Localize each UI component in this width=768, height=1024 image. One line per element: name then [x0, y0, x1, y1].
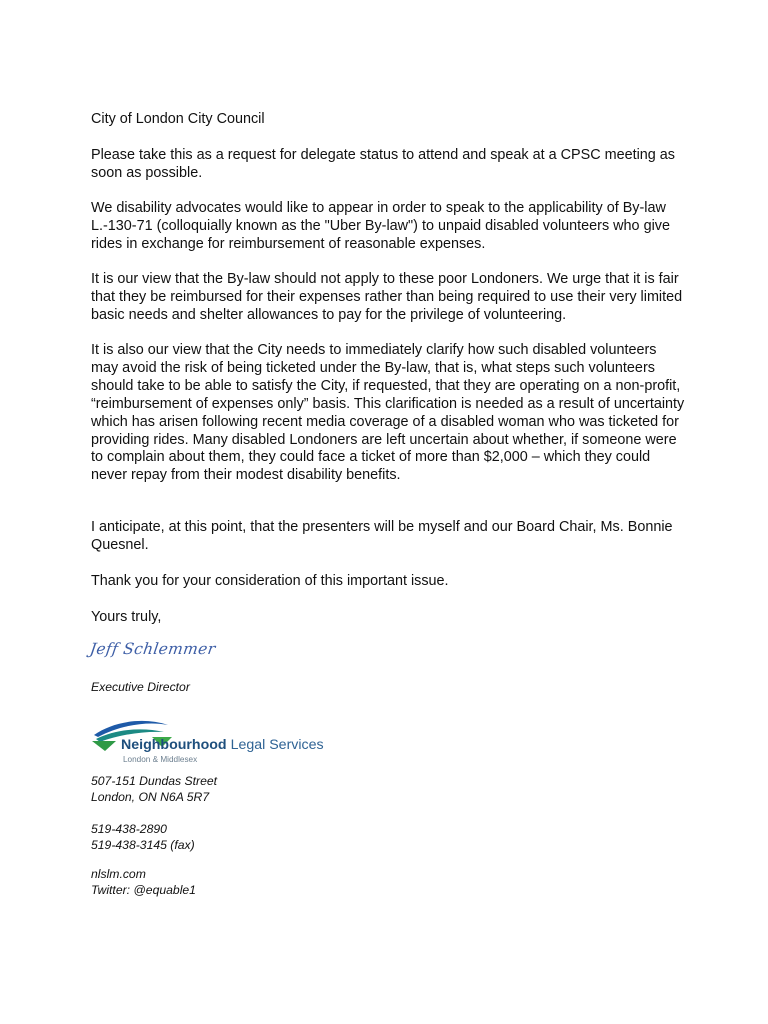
handwritten-signature: Jeff Schlemmer [88, 640, 217, 658]
address-line-2: London, ON N6A 5R7 [91, 789, 210, 804]
organization-logo [92, 717, 332, 769]
logo-blue-arc [94, 721, 168, 737]
logo-name-bold: Neighbourhood [121, 737, 227, 753]
logo-green-triangle [92, 741, 116, 751]
address-block [91, 774, 217, 805]
logo-name-light: Legal Services [230, 737, 324, 753]
paragraph-clarify: It is also our view that the City needs to immediately clarify how such disabled volunteers may avoid the risk of being ticketed under the By-law, that is, what steps such volunteers should take to be able to satisfy the City, if requested, that they are operating on a non-profit, “reimbursement of expenses only” basis. This clarification is needed as a result of uncertainty which has arisen following recent media coverage of a disabled woman who was ticketed for providing rides. Many disabled Londoners are left uncertain about whether, if someone were to complain about them, they could face a ticket of more than $2,000 – which they could never repay from their modest disability benefits. [91, 342, 685, 484]
address-line-1: 507-151 Dundas Street [91, 774, 218, 788]
paragraph-bylaw: We disability advocates would like to appear in order to speak to the applicability of By-law L.-130-71 (colloquially known as the "Uber By-law") to unpaid disabled volunteers who give rides in exchange for reimbursement of reasonable expenses. [91, 200, 670, 252]
paragraph-presenters: I anticipate, at this point, that the presenters will be myself and our Board Chair, Ms. Bonnie Quesnel. [91, 519, 673, 553]
sender-title: Executive Director [91, 680, 190, 694]
closing-line: Yours truly, [91, 609, 162, 625]
fax-number: 519-438-3145 (fax) [91, 837, 195, 852]
logo-subtitle: London & Middlesex [123, 755, 198, 764]
phone-block [91, 822, 195, 853]
web-block [91, 867, 196, 898]
website-link[interactable]: nlslm.com [91, 867, 146, 881]
paragraph-request: Please take this as a request for delegate status to attend and speak at a CPSC meeting as soon as possible. [91, 147, 675, 181]
recipient-line: City of London City Council [91, 111, 265, 127]
logo-organization-name [121, 737, 324, 753]
twitter-handle[interactable]: Twitter: @equable1 [91, 882, 196, 897]
paragraph-thanks: Thank you for your consideration of this important issue. [91, 573, 449, 589]
paragraph-view: It is our view that the By-law should not apply to these poor Londoners. We urge that it is fair that they be reimbursed for their expenses rather than being required to use their very limited basic needs and shelter allowances to pay for the privilege of volunteering. [91, 271, 683, 323]
phone-number: 519-438-2890 [91, 822, 167, 836]
